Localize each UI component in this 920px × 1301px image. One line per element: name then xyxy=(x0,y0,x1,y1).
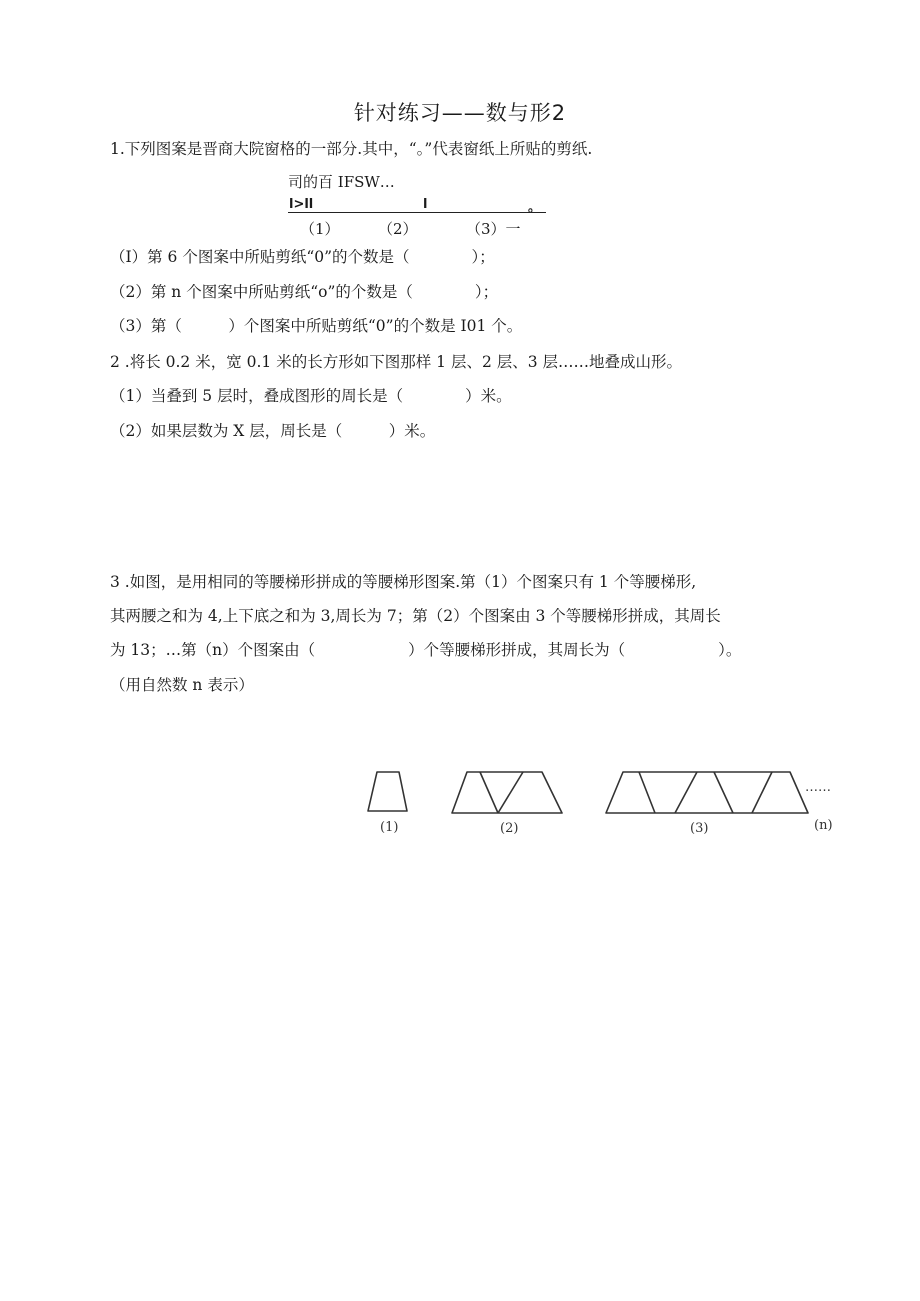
trapezoid-pattern-1 xyxy=(368,772,407,811)
q2-sub2: （2）如果层数为 X 层，周长是（ ）米。 xyxy=(110,422,436,440)
q1-sub2: （2）第 n 个图案中所贴剪纸“o”的个数是（ ）； xyxy=(110,283,499,301)
q1-figure-label-3: （3）一 xyxy=(466,220,521,238)
q3-line4: （用自然数 n 表示） xyxy=(110,676,254,694)
q1-figure-label-1: （1） xyxy=(300,220,340,238)
trapezoid-pattern-3 xyxy=(606,772,808,813)
q1-figure-bar-mid: l xyxy=(423,197,428,212)
trapezoid-pattern-2 xyxy=(452,772,562,813)
q3-line1: 3 .如图，是用相同的等腰梯形拼成的等腰梯形图案.第（1）个图案只有 1 个等腰梯形, xyxy=(110,573,697,591)
q3-figure-label-1: (1) xyxy=(380,820,399,835)
q3-trapezoid-figure xyxy=(360,762,840,842)
q1-stem: 1.下列图案是晋商大院窗格的一部分.其中，“。”代表窗纸上所贴的剪纸. xyxy=(110,140,593,158)
q1-sub1: （I）第 6 个图案中所贴剪纸“0”的个数是（ ）； xyxy=(110,248,495,266)
q3-figure-label-3: (3) xyxy=(690,821,709,836)
q1-figure-label-2: （2） xyxy=(378,220,418,238)
q1-figure-ocr-line: 司的百 IFSW… xyxy=(288,173,395,191)
q1-figure-bar-left: l>ll xyxy=(289,197,314,212)
q3-figure-label-2: (2) xyxy=(500,821,519,836)
q3-figure-label-n: (n) xyxy=(814,818,833,833)
page-title: 针对练习——数与形2 xyxy=(353,101,567,125)
q2-sub1: （1）当叠到 5 层时，叠成图形的周长是（ ）米。 xyxy=(110,387,512,405)
q1-figure-rule xyxy=(288,212,546,213)
q3-line2: 其两腰之和为 4,上下底之和为 3,周长为 7；第（2）个图案由 3 个等腰梯形拼成，其周长 xyxy=(110,607,721,625)
q1-figure-bar-right: 。 xyxy=(528,200,542,215)
q3-line3: 为 13；…第（n）个图案由（ ）个等腰梯形拼成，其周长为（ ）。 xyxy=(110,641,742,659)
q2-stem: 2 .将长 0.2 米，宽 0.1 米的长方形如下图那样 1 层、2 层、3 层……地叠成山形。 xyxy=(110,353,683,371)
q3-figure-dots: …… xyxy=(805,780,831,795)
q1-sub3: （3）第（ ）个图案中所贴剪纸“0”的个数是 I01 个。 xyxy=(110,317,523,335)
